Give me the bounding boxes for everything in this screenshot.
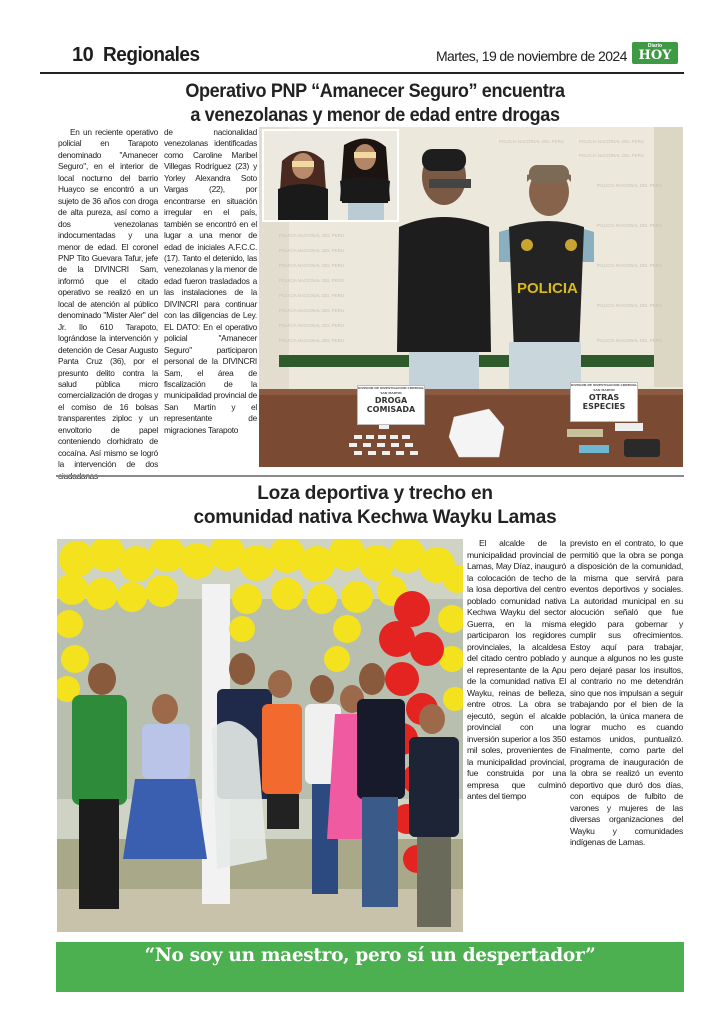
backdrop-text: POLICIA NACIONAL DEL PERU [499,139,565,144]
backdrop-text: POLICIA NACIONAL DEL PERU [279,248,345,253]
article2-column2-text: previsto en el contrato, lo que permitió que la obra se ponga a disposición de la comunidad, la misma que servirá para eventos deportivos y sociales. La autoridad municipal en su alocución señaló que fue elegido para gobernar y cumplir sus ofrecimientos. Estoy aquí para trabajar, aunque a algunos no les guste pero dejaré pasar los insultos, al contrario no me detendrán sino que nos impulsan a seguir trabajando por el bien de la población, la única manera de lograr mucho es cuando estamos unidos, puntualizó. Finalmente, como parte del programa de inauguración de la obra se realizó un evento deportivo que duró dos días, con equipos de fulbito de varones y mujeres de las diversas organizaciones del Wayku y comunidades indígenas de Lamas. [570,538,683,847]
logo-small-text: Diario [647,43,663,49]
backdrop-text: POLICIA NACIONAL DEL PERU [597,223,663,228]
article2-column1 [467,538,566,803]
sign2-title-line2: ESPECIES [582,402,626,411]
article1-column1-text: En un reciente operativo policial en Tarapoto denominado "Amanecer Seguro", en el interior de local nocturno del barrio Huayco se encontró a un sujeto de 36 años con droga de alta pureza, así como a dos venezolanas indocumentadas y una menor de edad. El coronel PNP Tito Guevara Tafur, jefe de la DIVINCRI Sam, informó que el citado operativo se realizó en un local de atención al público denominado "Mister Aler" del Jr. Ilo 610 Tarapoto, lográndose la intervención y detención de Cesar Augusto Panta Cruz (36), por el presunto delito contra la salud pública micro comercialización de drogas y el comiso de 16 bolsas transparentes ziploc y un envoltorio de papel conteniendo clorhidrato de cocaína. Así mismo se logró la intervención de dos [58,127,158,470]
article1-inset-photo [262,129,399,222]
sign1-header: DIVISION DE INVESTIGACION CRIMINAL SAN MARTIN [358,386,425,395]
inset-photo-illustration [264,131,397,220]
article2-column2 [570,538,683,849]
article1-headline [152,80,599,128]
backdrop-text: POLICIA NACIONAL DEL PERU [597,303,663,308]
article2-column1-text: El alcalde de la municipalidad provincial de Lamas, May Díaz, inauguró la colocación de techo de la losa deportiva del centro poblado comunidad nativa Kechwa Wayku del sector Guerra, en la misma participaron los regidores provinciales, la alcaldesa del citado centro poblado y el representante de la Apu de la comunidad nativa El Wayku, reinas de belleza, entre otros. La obra se ejecutó, según el alcalde provincial con una inversión superior a los 350 mil soles, provenientes de la municipalidad provincial, fue construida por una empresa que culminó antes del tiempo [467,538,566,801]
vest-text: POLICIA [517,280,578,297]
backdrop-text: POLICIA NACIONAL DEL PERU [279,233,345,238]
article2-headline-line2: comunidad nativa Kechwa Wayku Lamas [193,507,557,528]
logo-big-text: HOY [638,48,672,63]
newspaper-logo [632,42,678,64]
section-title: Regionales [103,44,200,66]
issue-date: Martes, 19 de noviembre de 2024 [436,48,627,64]
backdrop-text: POLICIA NACIONAL DEL PERU [579,153,645,158]
banner-quote: “No soy un maestro, pero sí un despertador” [144,945,596,966]
sign1-title-line1: DROGA [374,396,408,405]
article2-photo [57,539,463,932]
page-number: 10 [72,44,94,66]
backdrop-text: POLICIA NACIONAL DEL PERU [579,139,645,144]
sign1-title-line2: COMISADA [366,405,416,414]
header-divider [40,72,684,74]
article-divider [56,475,684,477]
article1-column2 [164,127,257,436]
backdrop-text: POLICIA NACIONAL DEL PERU [279,263,345,268]
backdrop-text: POLICIA NACIONAL DEL PERU [279,308,345,313]
backdrop-text: POLICIA NACIONAL DEL PERU [597,263,663,268]
backdrop-text: POLICIA NACIONAL DEL PERU [597,183,663,188]
backdrop-text: POLICIA NACIONAL DEL PERU [279,278,345,283]
inauguration-photo-illustration [57,539,463,932]
article1-column2-text: de nacionalidad venezolanas identificadas como Caroline Maribel Villegas Rodríguez (23) y Yorley Alexandra Soto Vargas (22), por encontrarse en situación irregular en el país, también se encontró en el lugar a una menor de edad de iniciales A.F.C.C. (17). Tanto el detenido, las venezolanas y la menor de edad fueron trasladados a las instalaciones de la DIVINCRI para continuar con las diligencias de Ley. EL DATO: En el operativo policial "Amanecer Seguro" participaron personal de la DIVINCRI Sam, el área de fiscalización de la municipalidad provincial de San Martín y el representante de migraciones Tarapoto [164,127,257,435]
backdrop-text: POLICIA NACIONAL DEL PERU [279,293,345,298]
article2-headline-line1: Loza deportiva y trecho en [257,483,493,504]
sign2-header: DIVISION DE INVESTIGACION CRIMINAL SAN MARTIN [571,383,638,392]
sign-otras-especies [570,382,638,422]
backdrop-text: POLICIA NACIONAL DEL PERU [279,338,345,343]
backdrop-text: POLICIA NACIONAL DEL PERU [597,338,663,343]
article2-headline [140,482,610,530]
article1-headline-line1: Operativo PNP “Amanecer Seguro” encuentra [185,81,565,102]
article1-headline-line2: a venezolanas y menor de edad entre drogas [190,105,560,126]
sign2-title-line1: OTRAS [588,393,620,402]
sign-droga-comisada [357,385,425,425]
article1-column1 [58,127,158,482]
backdrop-text: POLICIA NACIONAL DEL PERU [279,323,345,328]
